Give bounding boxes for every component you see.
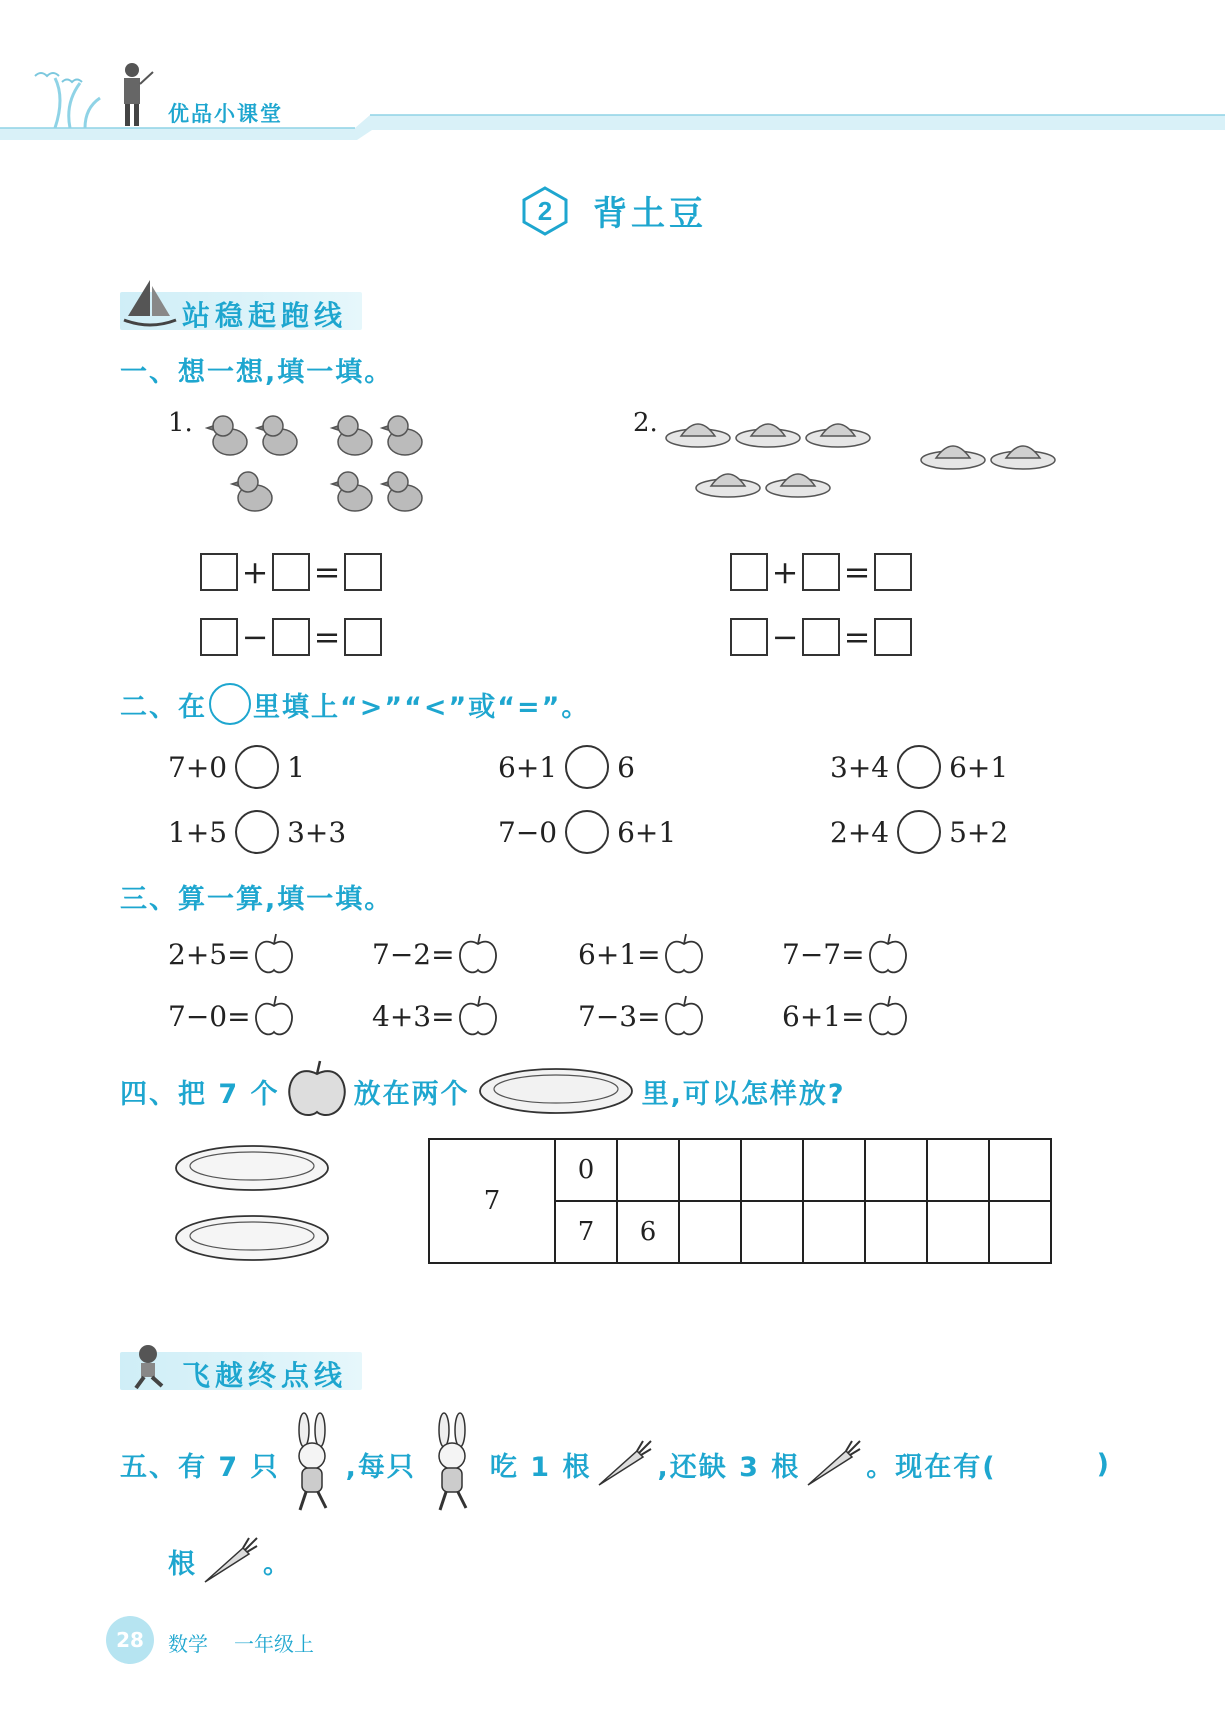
section-tag-finish xyxy=(120,1352,362,1390)
calc-expression: 6+1= xyxy=(782,999,865,1033)
apple-answer-icon[interactable] xyxy=(661,932,707,976)
q2-title-prefix: 二、在 xyxy=(120,691,207,723)
plus-sign: + xyxy=(771,553,799,591)
table-row xyxy=(429,1139,1051,1201)
q1-sub1-addition xyxy=(200,553,382,591)
q4-title xyxy=(120,1058,846,1124)
calc-item xyxy=(372,994,501,1038)
page-number-badge xyxy=(106,1616,154,1664)
compare-item xyxy=(830,810,1008,854)
equals-sign: = xyxy=(843,618,871,656)
page-number: 28 xyxy=(116,1628,144,1652)
chicks-illustration xyxy=(205,412,445,522)
circle-symbol-icon xyxy=(209,683,251,725)
table-cell[interactable] xyxy=(989,1201,1051,1263)
answer-box[interactable] xyxy=(874,618,912,656)
table-cell[interactable] xyxy=(865,1139,927,1201)
table-cell[interactable] xyxy=(865,1201,927,1263)
answer-box[interactable] xyxy=(200,553,238,591)
answer-box[interactable] xyxy=(272,618,310,656)
calc-item xyxy=(372,932,501,976)
chick-icon xyxy=(382,416,422,455)
apple-answer-icon[interactable] xyxy=(251,932,297,976)
apple-answer-icon[interactable] xyxy=(251,994,297,1038)
calc-item xyxy=(782,994,911,1038)
compare-right: 1 xyxy=(287,750,305,784)
answer-box[interactable] xyxy=(802,553,840,591)
q5-part-f: ) xyxy=(1096,1448,1111,1480)
calc-expression: 7−0= xyxy=(168,999,251,1033)
calc-item xyxy=(168,932,297,976)
answer-box[interactable] xyxy=(200,618,238,656)
q1-sub2-addition xyxy=(730,553,912,591)
running-kid-icon xyxy=(126,1342,176,1392)
compare-right: 6+1 xyxy=(949,750,1009,784)
table-cell[interactable] xyxy=(617,1139,679,1201)
q1-sub1-subtraction xyxy=(200,618,382,656)
q5-part-b: ,每只 xyxy=(345,1451,416,1483)
carrot-icon xyxy=(595,1439,653,1489)
rabbit-icon xyxy=(284,1412,342,1516)
compare-right: 5+2 xyxy=(949,815,1009,849)
sailboat-icon xyxy=(122,278,180,330)
compare-left: 3+4 xyxy=(830,750,890,784)
chick-icon xyxy=(207,416,247,455)
table-cell: 6 xyxy=(617,1201,679,1263)
hats-illustration xyxy=(663,410,1068,510)
q5-part-c: 吃 1 根 xyxy=(489,1451,592,1483)
compare-left: 1+5 xyxy=(168,815,228,849)
apple-answer-icon[interactable] xyxy=(455,994,501,1038)
q4-title-part-c: 里,可以怎样放? xyxy=(641,1078,846,1110)
table-total-cell: 7 xyxy=(429,1139,555,1263)
answer-box[interactable] xyxy=(874,553,912,591)
table-cell[interactable] xyxy=(679,1139,741,1201)
table-cell[interactable] xyxy=(741,1201,803,1263)
table-cell[interactable] xyxy=(741,1139,803,1201)
hat-icon xyxy=(921,446,985,469)
table-cell[interactable] xyxy=(989,1139,1051,1201)
compare-circle[interactable] xyxy=(235,810,279,854)
chick-icon xyxy=(382,472,422,511)
table-cell[interactable] xyxy=(927,1201,989,1263)
hat-icon xyxy=(766,474,830,497)
split-table xyxy=(428,1138,1052,1264)
minus-sign: − xyxy=(241,618,269,656)
apple-answer-icon[interactable] xyxy=(455,932,501,976)
apple-icon xyxy=(282,1058,352,1124)
compare-item xyxy=(498,810,676,854)
plate-icon xyxy=(172,1140,332,1196)
hat-icon xyxy=(991,446,1055,469)
q1-sub1-label: 1. xyxy=(168,408,193,438)
table-cell[interactable] xyxy=(803,1201,865,1263)
equals-sign: = xyxy=(313,618,341,656)
compare-left: 7−0 xyxy=(498,815,558,849)
q4-title-part-b: 放在两个 xyxy=(353,1078,470,1110)
answer-box[interactable] xyxy=(344,553,382,591)
section-start-label: 站稳起跑线 xyxy=(182,299,348,332)
table-cell: 0 xyxy=(555,1139,617,1201)
answer-box[interactable] xyxy=(272,553,310,591)
brand-name: 优品小课堂 xyxy=(168,102,283,126)
compare-right: 6+1 xyxy=(617,815,677,849)
q5-line2 xyxy=(168,1536,292,1586)
compare-circle[interactable] xyxy=(235,745,279,789)
chick-icon xyxy=(257,416,297,455)
table-cell: 7 xyxy=(555,1201,617,1263)
equals-sign: = xyxy=(313,553,341,591)
chick-icon xyxy=(332,416,372,455)
q5-line2-a: 根 xyxy=(168,1548,197,1580)
compare-item xyxy=(168,810,346,854)
hat-icon xyxy=(736,424,800,447)
compare-item xyxy=(168,745,305,789)
footer-grade: 一年级上 xyxy=(234,1632,314,1656)
minus-sign: − xyxy=(771,618,799,656)
calc-expression: 2+5= xyxy=(168,937,251,971)
compare-item xyxy=(830,745,1008,789)
answer-box[interactable] xyxy=(730,553,768,591)
compare-circle[interactable] xyxy=(897,810,941,854)
q5-part-d: ,还缺 3 根 xyxy=(657,1451,801,1483)
calc-expression: 6+1= xyxy=(578,937,661,971)
q2-title-suffix: 里填上“>”“<”或“=”。 xyxy=(253,691,591,723)
compare-left: 7+0 xyxy=(168,750,228,784)
lesson-number: 2 xyxy=(537,196,553,226)
calc-expression: 7−2= xyxy=(372,937,455,971)
section-finish-label: 飞越终点线 xyxy=(182,1359,348,1392)
q1-sub2-subtraction xyxy=(730,618,912,656)
calc-item xyxy=(782,932,911,976)
compare-circle[interactable] xyxy=(565,745,609,789)
plate-icon xyxy=(172,1210,332,1266)
section-tag-start xyxy=(120,292,362,330)
apple-answer-icon[interactable] xyxy=(865,932,911,976)
hat-icon xyxy=(666,424,730,447)
q1-sub2-label: 2. xyxy=(633,408,658,438)
table-cell[interactable] xyxy=(803,1139,865,1201)
q5-line2-b: 。 xyxy=(263,1548,292,1580)
chick-icon xyxy=(232,472,272,511)
compare-circle[interactable] xyxy=(565,810,609,854)
footer-subject: 数学 xyxy=(168,1632,208,1656)
compare-item xyxy=(498,745,635,789)
answer-box[interactable] xyxy=(730,618,768,656)
lesson-number-badge xyxy=(520,186,570,236)
compare-right: 3+3 xyxy=(287,815,347,849)
compare-circle[interactable] xyxy=(897,745,941,789)
compare-left: 6+1 xyxy=(498,750,558,784)
calc-item xyxy=(168,994,297,1038)
table-cell[interactable] xyxy=(927,1139,989,1201)
rabbit-icon xyxy=(424,1412,482,1516)
table-cell[interactable] xyxy=(679,1201,741,1263)
plate-icon xyxy=(476,1063,636,1119)
q1-title: 一、想一想,填一填。 xyxy=(120,357,394,388)
q3-title: 三、算一算,填一填。 xyxy=(120,884,394,915)
hat-icon xyxy=(806,424,870,447)
q5-part-e: 。现在有( xyxy=(866,1451,997,1483)
teacher-icon xyxy=(115,60,155,130)
q2-title xyxy=(120,683,590,725)
plus-sign: + xyxy=(241,553,269,591)
compare-left: 2+4 xyxy=(830,815,890,849)
chick-icon xyxy=(332,472,372,511)
q5-line1 xyxy=(120,1412,1111,1516)
answer-box[interactable] xyxy=(344,618,382,656)
apple-answer-icon[interactable] xyxy=(865,994,911,1038)
calc-item xyxy=(578,932,707,976)
equals-sign: = xyxy=(843,553,871,591)
carrot-icon xyxy=(201,1536,259,1586)
calc-expression: 7−3= xyxy=(578,999,661,1033)
compare-right: 6 xyxy=(617,750,635,784)
carrot-icon xyxy=(804,1439,862,1489)
apple-answer-icon[interactable] xyxy=(661,994,707,1038)
calc-expression: 7−7= xyxy=(782,937,865,971)
lesson-title: 背土豆 xyxy=(593,194,707,234)
q5-part-a: 五、有 7 只 xyxy=(120,1451,280,1483)
calc-expression: 4+3= xyxy=(372,999,455,1033)
hat-icon xyxy=(696,474,760,497)
calc-item xyxy=(578,994,707,1038)
answer-box[interactable] xyxy=(802,618,840,656)
q4-title-part-a: 四、把 7 个 xyxy=(120,1078,280,1110)
